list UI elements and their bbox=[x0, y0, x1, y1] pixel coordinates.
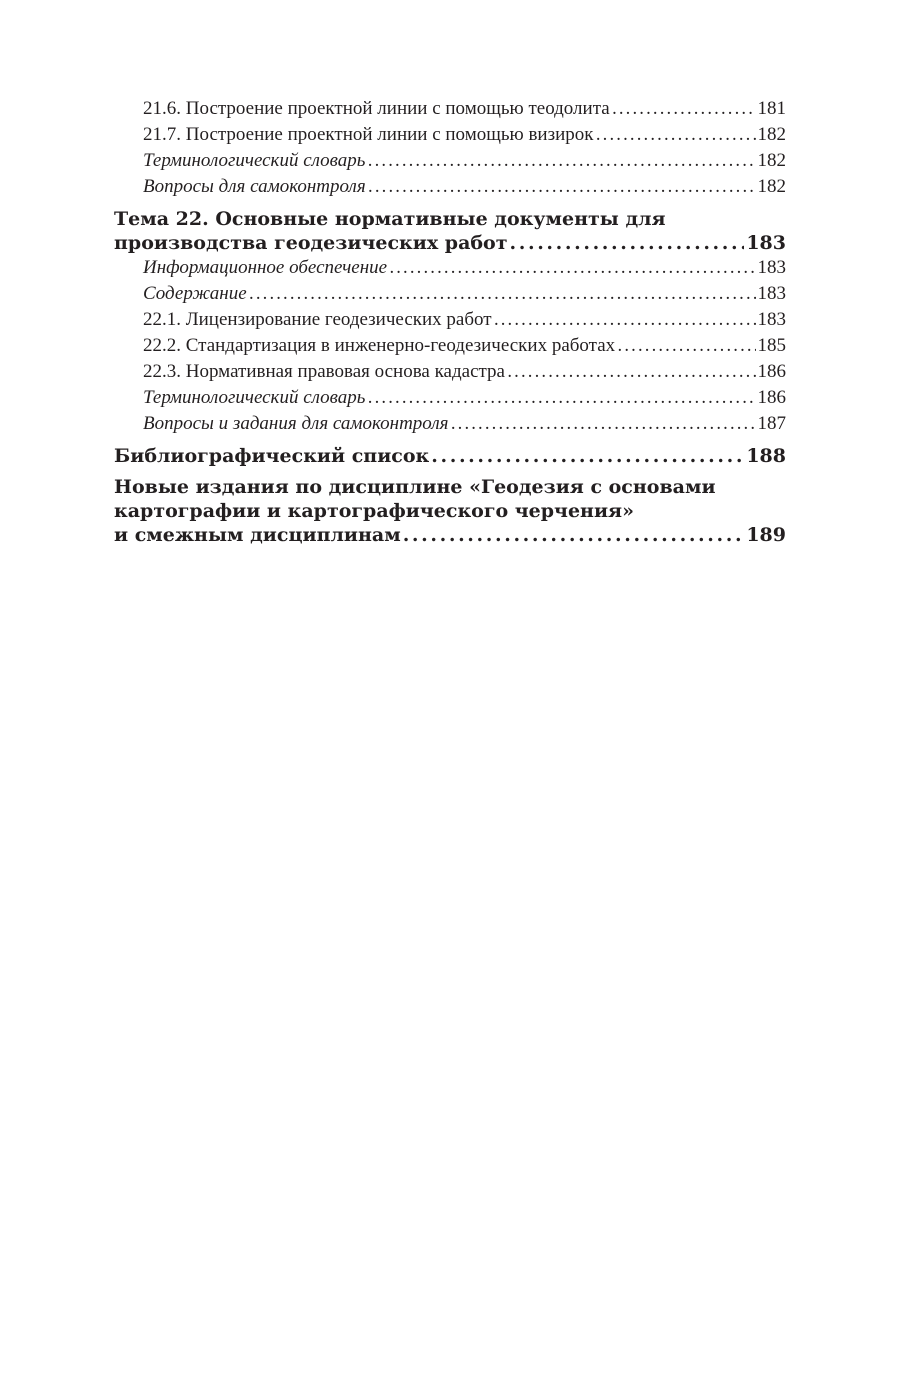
toc-entry-page: 182 bbox=[757, 150, 786, 171]
toc-entry[interactable] bbox=[114, 148, 786, 174]
chapter-title-line: Библиографический список bbox=[114, 445, 430, 467]
toc-entry-title: Вопросы для самоконтроля bbox=[143, 176, 366, 197]
chapter-page: 189 bbox=[746, 524, 786, 546]
dot-leader bbox=[494, 308, 756, 333]
toc-entry-title: 22.2. Стандартизация в инженерно-геодезических работах bbox=[143, 335, 616, 356]
toc-entry-page: 186 bbox=[757, 387, 786, 408]
dot-leader bbox=[617, 334, 755, 359]
toc-entry-title: Терминологический словарь bbox=[143, 387, 366, 408]
toc-entry-page: 183 bbox=[757, 309, 786, 330]
dot-leader bbox=[367, 386, 755, 411]
dot-leader bbox=[389, 256, 755, 281]
toc-entry[interactable] bbox=[114, 307, 786, 333]
dot-leader bbox=[510, 231, 745, 255]
dot-leader bbox=[612, 97, 756, 122]
chapter-title-line: и смежным дисциплинам bbox=[114, 524, 401, 546]
dot-leader bbox=[596, 123, 756, 148]
toc-entry-title: 22.1. Лицензирование геодезических работ bbox=[143, 309, 492, 330]
dot-leader bbox=[249, 282, 756, 307]
toc-entry[interactable] bbox=[114, 255, 786, 281]
toc-entry-title: Содержание bbox=[143, 283, 247, 304]
toc-entry-title: 21.7. Построение проектной линии с помощью визирок bbox=[143, 124, 594, 145]
dot-leader bbox=[450, 412, 755, 437]
chapter-page: 183 bbox=[746, 232, 786, 254]
toc-entry-title: 21.6. Построение проектной линии с помощью теодолита bbox=[143, 98, 610, 119]
toc-new-editions[interactable] bbox=[114, 475, 786, 547]
toc-entry-title: Терминологический словарь bbox=[143, 150, 366, 171]
dot-leader bbox=[507, 360, 756, 385]
chapter-page: 188 bbox=[746, 445, 786, 467]
chapter-title-line: производства геодезических работ bbox=[114, 232, 508, 254]
toc-entry-page: 186 bbox=[757, 361, 786, 382]
toc-entry-title: Информационное обеспечение bbox=[143, 257, 388, 278]
dot-leader bbox=[403, 523, 745, 547]
chapter-title-line: Тема 22. Основные нормативные документы для bbox=[114, 208, 666, 230]
toc-entry-page: 185 bbox=[757, 335, 786, 356]
toc-entry[interactable] bbox=[114, 385, 786, 411]
toc-entry-title: 22.3. Нормативная правовая основа кадастра bbox=[143, 361, 505, 382]
toc-entry-page: 182 bbox=[757, 124, 786, 145]
toc-entry-title: Вопросы и задания для самоконтроля bbox=[143, 413, 449, 434]
dot-leader bbox=[368, 175, 756, 200]
chapter-title-line: картографии и картографического черчения» bbox=[114, 500, 634, 522]
toc-entry-page: 182 bbox=[757, 176, 786, 197]
toc-entry-page: 183 bbox=[757, 257, 786, 278]
table-of-contents bbox=[114, 96, 786, 547]
toc-entry[interactable] bbox=[114, 174, 786, 200]
toc-entry[interactable] bbox=[114, 122, 786, 148]
toc-entry-page: 187 bbox=[757, 413, 786, 434]
toc-entry-page: 183 bbox=[757, 283, 786, 304]
toc-entry[interactable] bbox=[114, 96, 786, 122]
toc-chapter-22[interactable] bbox=[114, 207, 786, 255]
toc-entry[interactable] bbox=[114, 359, 786, 385]
toc-entry[interactable] bbox=[114, 333, 786, 359]
toc-entry[interactable] bbox=[114, 281, 786, 307]
toc-entry-page: 181 bbox=[757, 98, 786, 119]
chapter-title-line: Новые издания по дисциплине «Геодезия с основами bbox=[114, 476, 716, 498]
dot-leader bbox=[431, 444, 744, 468]
dot-leader bbox=[367, 149, 755, 174]
toc-entry[interactable] bbox=[114, 411, 786, 437]
toc-bibliography[interactable] bbox=[114, 444, 786, 468]
